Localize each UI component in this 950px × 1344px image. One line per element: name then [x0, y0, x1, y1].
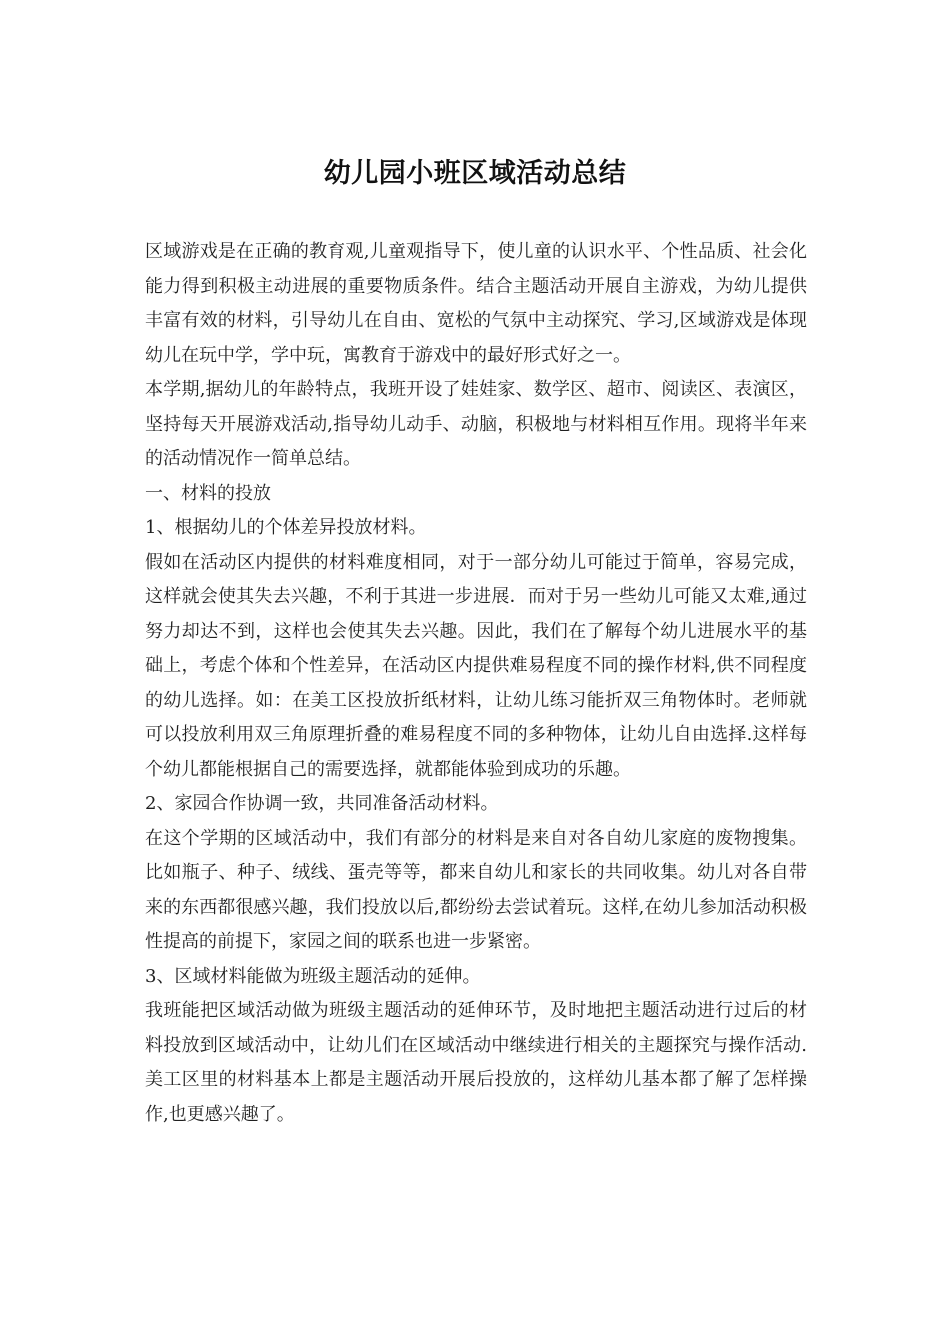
subheading-theme-extension: 3、区域材料能做为班级主题活动的延伸。: [145, 965, 481, 987]
section-heading-materials: 一、材料的投放: [145, 482, 271, 504]
subheading-home-school: 2、家园合作协调一致，共同准备活动材料。: [145, 793, 499, 814]
paragraph-home-school: 在这个学期的区域活动中，我们有部分的材料是来自对各自幼儿家庭的废物搜集。比如瓶子、种子、绒线、蛋壳等等，都来自幼儿和家长的共同收集。幼儿对各自带来的东西都很感兴趣，我们投放以后,都纷纷去尝试着玩。这样,在幼儿参加活动积极性提高的前提下，家园之间的联系也进一步紧密。: [145, 827, 807, 952]
paragraph-intro: 区域游戏是在正确的教育观,儿童观指导下，使儿童的认识水平、个性品质、社会化能力得到积极主动进展的重要物质条件。结合主题活动开展自主游戏，为幼儿提供丰富有效的材料，引导幼儿在自由、宽松的气氛中主动探究、学习,区域游戏是体现幼儿在玩中学，学中玩，寓教育于游戏中的最好形式好之一。: [145, 241, 807, 366]
paragraph-theme-extension: 我班能把区域活动做为班级主题活动的延伸环节，及时地把主题活动进行过后的材料投放到区域活动中，让幼儿们在区域活动中继续进行相关的主题探究与操作活动.美工区里的材料基本上都是主题活动开展后投放的，这样幼儿基本都了解了怎样操作,也更感兴趣了。: [145, 1000, 807, 1125]
document-title: 幼儿园小班区域活动总结: [323, 158, 627, 189]
subheading-individual-differences: 1、根据幼儿的个体差异投放材料。: [145, 517, 427, 538]
document-body: [145, 235, 807, 1132]
paragraph-semester: 本学期,据幼儿的年龄特点，我班开设了娃娃家、数学区、超市、阅读区、表演区，坚持每天开展游戏活动,指导幼儿动手、动脑，积极地与材料相互作用。现将半年来的活动情况作一简单总结。: [145, 379, 807, 469]
paragraph-individual-differences: 假如在活动区内提供的材料难度相同，对于一部分幼儿可能过于简单，容易完成，这样就会使其失去兴趣，不利于其进一步进展．而对于另一些幼儿可能又太难,通过努力却达不到，这样也会使其失去兴趣。因此，我们在了解每个幼儿进展水平的基础上，考虑个体和个性差异，在活动区内提供难易程度不同的操作材料,供不同程度的幼儿选择。如：在美工区投放折纸材料，让幼儿练习能折双三角物体时。老师就可以投放利用双三角原理折叠的难易程度不同的多种物体，让幼儿自由选择.这样每个幼儿都能根据自己的需要选择，就都能体验到成功的乐趣。: [145, 551, 807, 780]
